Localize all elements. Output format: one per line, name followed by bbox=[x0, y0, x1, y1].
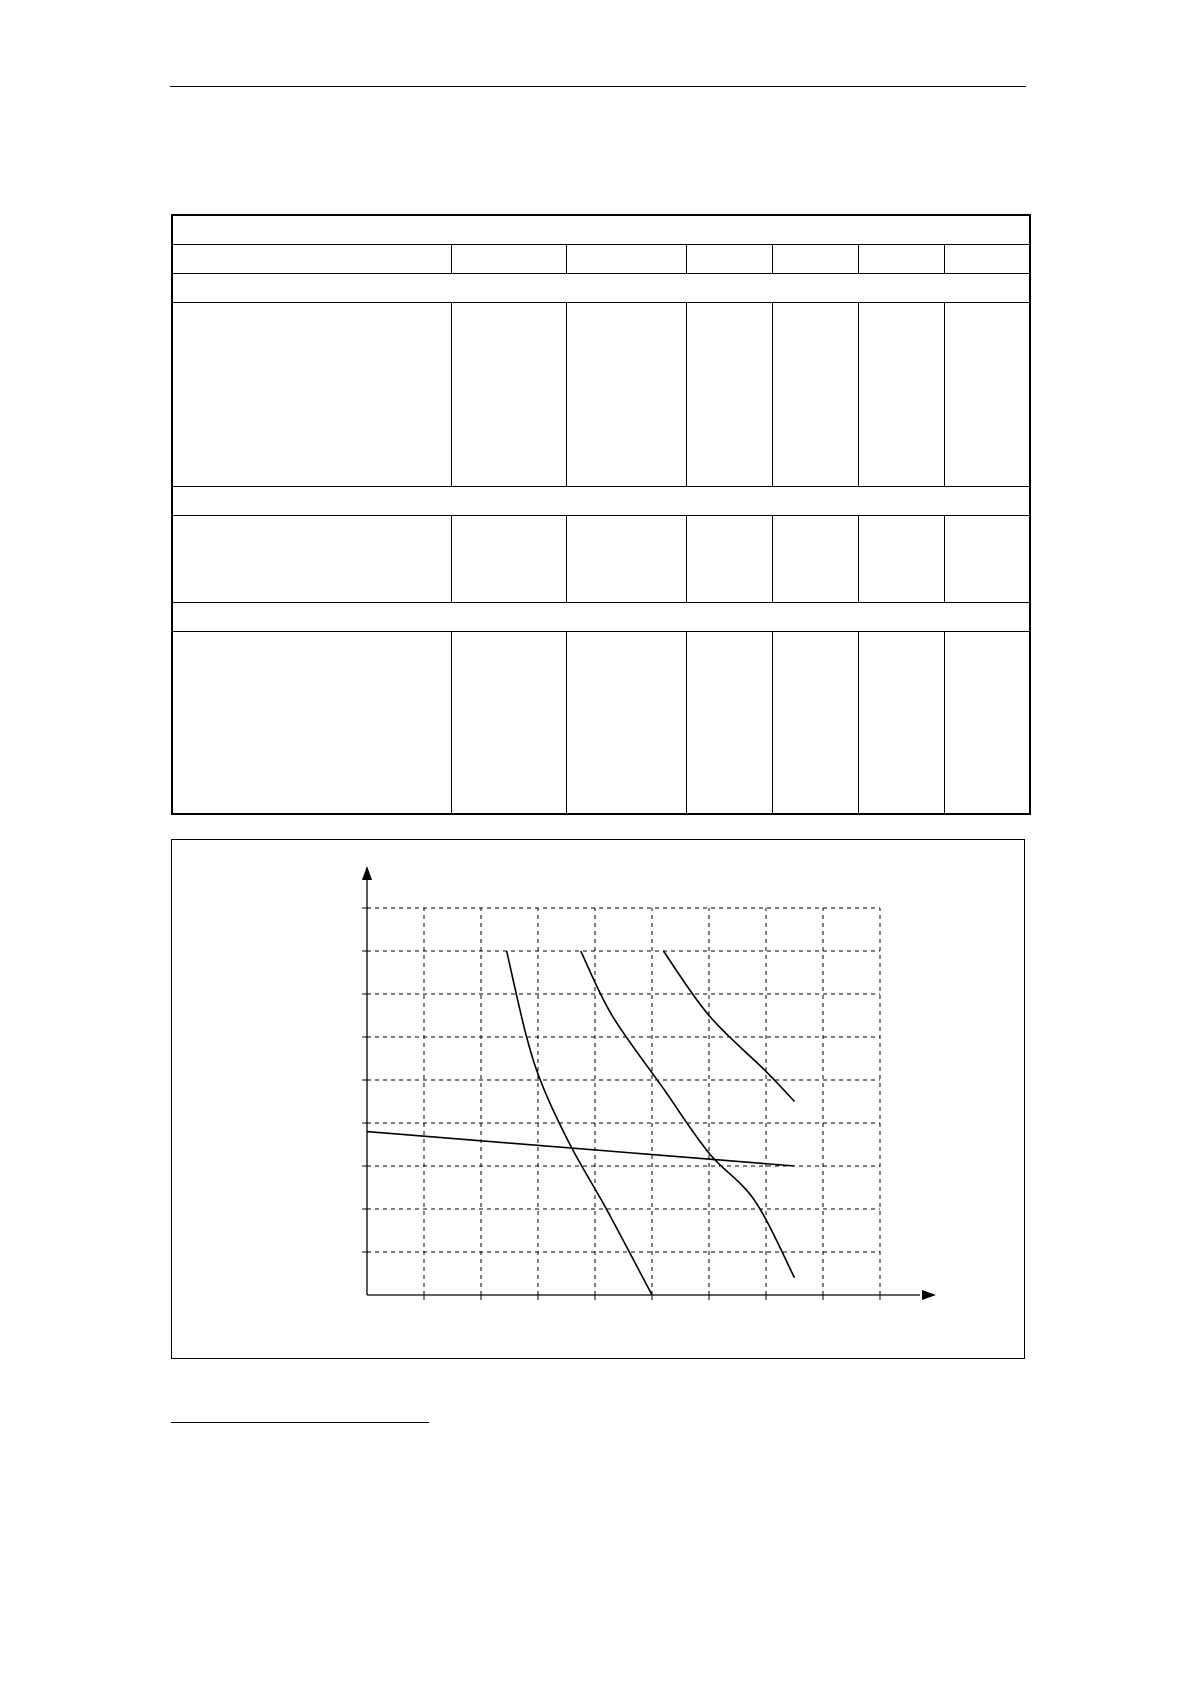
header-rule bbox=[170, 86, 1026, 87]
table-title-cell bbox=[172, 215, 1030, 244]
x-axis-arrow bbox=[922, 1290, 936, 1300]
table-row bbox=[172, 302, 1030, 486]
section-title bbox=[172, 486, 1030, 515]
table-header-row bbox=[172, 244, 1030, 273]
table-cell bbox=[451, 631, 566, 814]
series-line-3 bbox=[663, 951, 794, 1102]
table-cell bbox=[858, 631, 944, 814]
section-title-row bbox=[172, 273, 1030, 302]
chart-grid bbox=[367, 908, 880, 1295]
table-cell bbox=[686, 631, 772, 814]
table-cell bbox=[686, 302, 772, 486]
series-line-4 bbox=[367, 1132, 795, 1166]
chart-axes bbox=[362, 866, 936, 1300]
table-cell bbox=[172, 302, 451, 486]
spec-table bbox=[171, 214, 1031, 815]
table-cell bbox=[566, 515, 686, 602]
table-cell bbox=[772, 631, 858, 814]
header-cell bbox=[566, 244, 686, 273]
table-cell bbox=[944, 631, 1030, 814]
table-row bbox=[172, 515, 1030, 602]
section-title bbox=[172, 602, 1030, 631]
table-cell bbox=[172, 515, 451, 602]
table-cell bbox=[566, 631, 686, 814]
series-line-2 bbox=[581, 951, 795, 1278]
footnote-rule bbox=[171, 1422, 429, 1423]
y-axis-arrow bbox=[362, 866, 372, 880]
header-cell bbox=[686, 244, 772, 273]
table-cell bbox=[772, 515, 858, 602]
header-cell bbox=[172, 244, 451, 273]
header-cell bbox=[858, 244, 944, 273]
table-cell bbox=[172, 631, 451, 814]
section-title-row bbox=[172, 486, 1030, 515]
section-title bbox=[172, 273, 1030, 302]
table-cell bbox=[772, 302, 858, 486]
table-cell bbox=[451, 515, 566, 602]
table-cell bbox=[858, 302, 944, 486]
table-title-row bbox=[172, 215, 1030, 244]
table-cell bbox=[566, 302, 686, 486]
table-row bbox=[172, 631, 1030, 814]
section-title-row bbox=[172, 602, 1030, 631]
characteristic-curves-chart bbox=[171, 839, 1023, 1357]
table-cell bbox=[944, 515, 1030, 602]
header-cell bbox=[451, 244, 566, 273]
header-cell bbox=[944, 244, 1030, 273]
table-cell bbox=[944, 302, 1030, 486]
header-cell bbox=[772, 244, 858, 273]
table-cell bbox=[686, 515, 772, 602]
table-cell bbox=[858, 515, 944, 602]
table-cell bbox=[451, 302, 566, 486]
